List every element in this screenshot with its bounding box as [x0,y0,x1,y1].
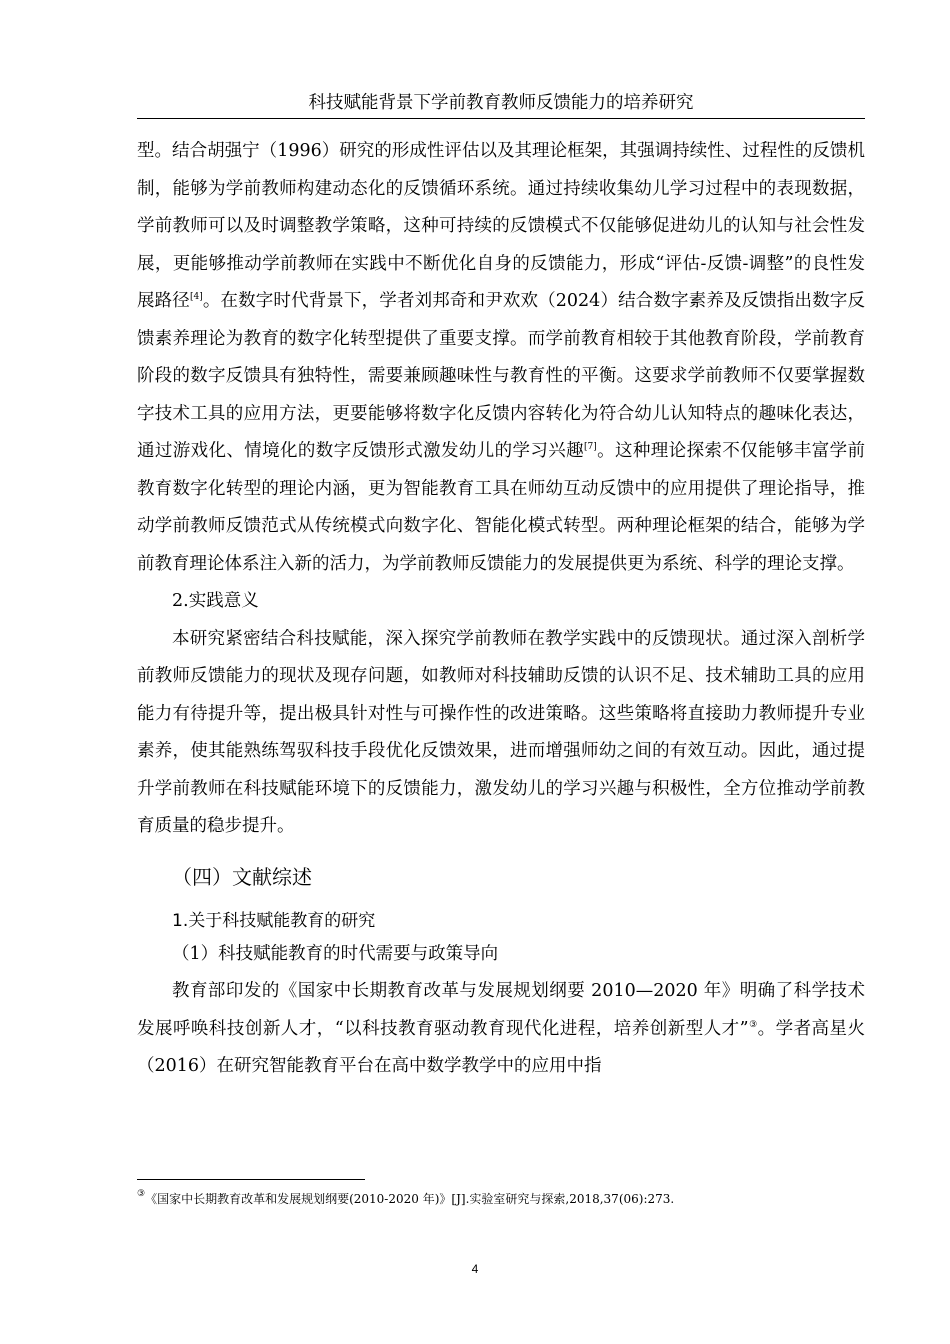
paragraph-practice: 本研究紧密结合科技赋能，深入探究学前教师在教学实践中的反馈现状。通过深入剖析学前教师反馈能力的现状及现存问题，如教师对科技辅助反馈的认识不足、技术辅助工具的应用能力有待提升等，提出极具针对性与可操作性的改进策略。这些策略将直接助力教师提升专业素养，使其能熟练驾驭科技手段优化反馈效果，进而增强师幼之间的有效互动。因此，通过提升学前教师在科技赋能环境下的反馈能力，激发幼儿的学习兴趣与积极性，全方位推动学前教育质量的稳步提升。 [137,628,865,836]
citation-ref: [4] [189,292,203,302]
paragraph-theory [137,133,865,583]
paragraph-text: 。在数字时代背景下，学者刘邦奇和尹欢欢（2024）结合数字素养及反馈指出数字反馈素养理论为教育的数字化转型提供了重要支撑。而学前教育相较于其他教育阶段，学前教育阶段的数字反馈具有独特性，需要兼顾趣味性与教育性的平衡。这要求学前教师不仅要掌握数字技术工具的应用方法，更要能够将数字化反馈内容转化为符合幼儿认知特点的趣味化表达，通过游戏化、情境化的数字反馈形式激发幼儿的学习兴趣 [137,291,866,461]
footnote [137,1191,865,1207]
paragraph-text: 型。结合胡强宁（1996）研究的形成性评估以及其理论框架，其强调持续性、过程性的反馈机制，能够为学前教师构建动态化的反馈循环系统。通过持续收集幼儿学习过程中的表现数据，学前教师可以及时调整教学策略，这种可持续的反馈模式不仅能够促进幼儿的认知与社会性发展，更能够推动学前教师在实践中不断优化自身的反馈能力，形成“评估-反馈-调整”的良性发展路径 [137,141,865,311]
page-number: 4 [471,1262,479,1276]
running-header: 科技赋能背景下学前教育教师反馈能力的培养研究 [308,93,694,113]
footnote-rule [137,1179,365,1180]
footnote-text: 《国家中长期教育改革和发展规划纲要(2010-2020 年)》[J].实验室研究与探索,2018,37(06):273. [145,1192,675,1206]
subheading-tech-empowerment: 1.关于科技赋能教育的研究 [172,910,376,931]
paragraph-policy [137,973,865,1086]
paragraph-text: 教育部印发的《国家中长期教育改革与发展规划纲要 2010—2020 年》明确了科学技术发展呼唤科技创新人才，“以科技教育驱动教育现代化进程，培养创新型人才” [137,981,865,1039]
footnote-mark: ③ [137,1189,146,1199]
paragraph-text: 。这种理论探索不仅能够丰富学前教育数字化转型的理论内涵，更为智能教育工具在师幼互动反馈中的应用提供了理论指导，推动学前教师反馈范式从传统模式向数字化、智能化模式转型。两种理论框架的结合，能够为学前教育理论体系注入新的活力，为学前教师反馈能力的发展提供更为系统、科学的理论支撑。 [137,441,865,574]
footnote-ref: ③ [748,1019,758,1030]
body-text [137,133,865,1086]
subheading-practice: 2.实践意义 [172,591,259,611]
subheading-policy: （1）科技赋能教育的时代需要与政策导向 [172,943,499,964]
header-rule [137,118,865,119]
citation-ref: [7] [584,442,597,452]
section-heading-literature-review: （四）文献综述 [172,864,312,889]
paragraph-text: 。学者高星火（2016）在研究智能教育平台在高中数学教学中的应用中指 [137,1018,866,1076]
